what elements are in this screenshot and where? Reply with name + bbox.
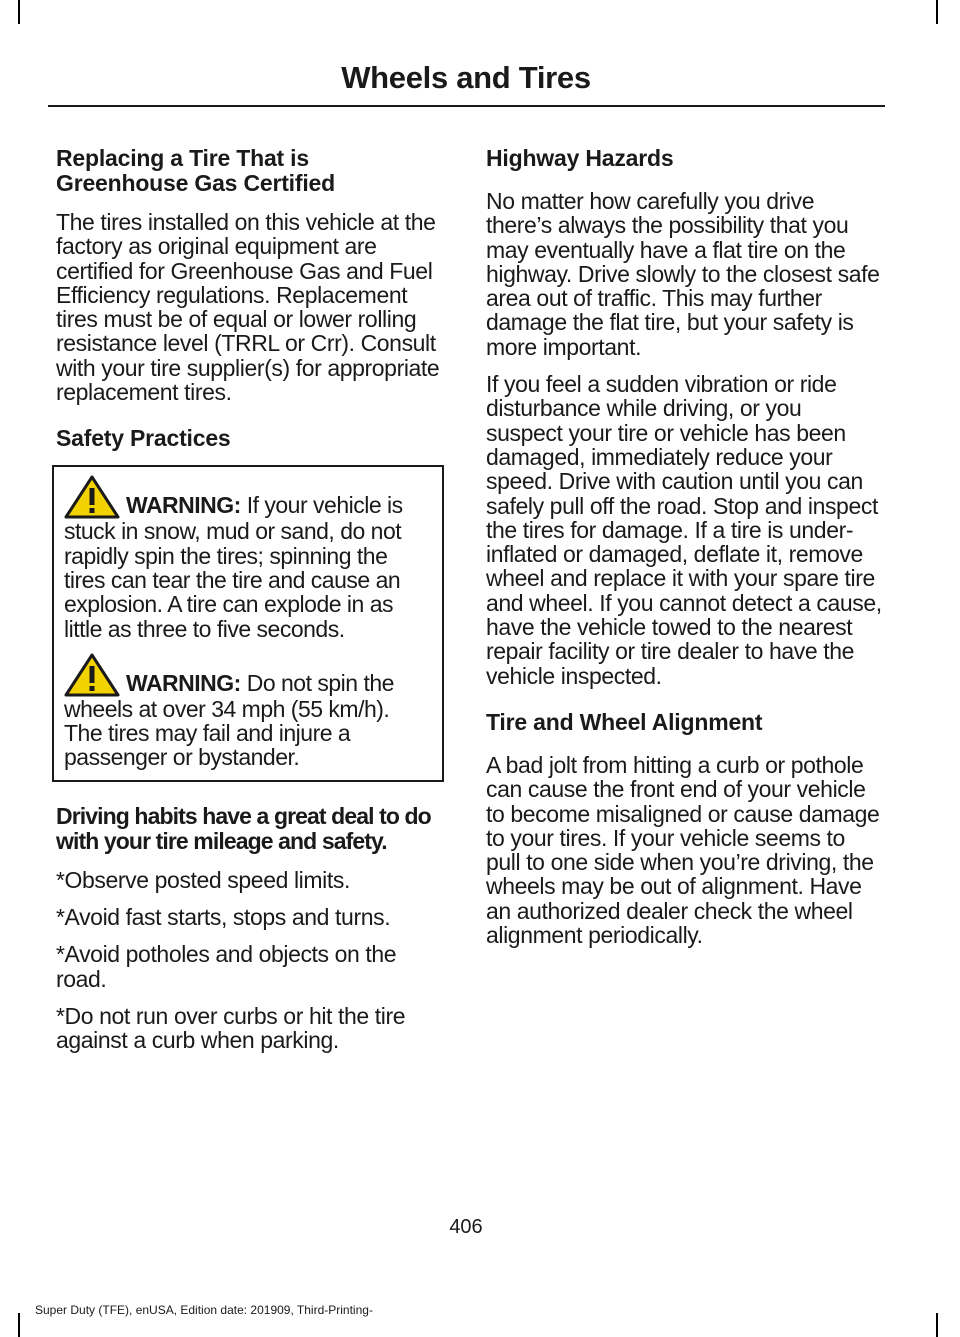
- section-title-driving-habits: Driving habits have a great deal to do with your tire mileage and safety.: [56, 802, 431, 854]
- list-item: *Do not run over curbs or hit the tire against a curb when parking.: [56, 1002, 406, 1054]
- warning-text: If your vehicle is stuck in snow, mud or sand, do not rapidly spin the tires; spinning the tires can tear the tire and cause an explosion. A tire can explode in as little as three to five seconds.: [64, 492, 403, 642]
- header-divider: [48, 105, 885, 107]
- warning-label: WARNING:: [126, 669, 241, 696]
- section-title-ghg-tire: Replacing a Tire That is Greenhouse Gas Certified: [56, 145, 335, 196]
- crop-mark-bottom-right: [936, 1313, 938, 1337]
- section-title-safety-practices: Safety Practices: [56, 425, 231, 452]
- section-body-ghg-tire: The tires installed on this vehicle at the factory as original equipment are certified for Greenhouse Gas and Fuel Efficiency regulations. Replacement tires must be of equal or lower rolling resistance level (TRRL or Crr). Consult with your tire supplier(s) for appropriate replacement tires.: [56, 209, 440, 406]
- crop-mark-top-right: [936, 0, 938, 24]
- section-body-highway-hazards-1: No matter how carefully you drive there’s always the possibility that you may eventually have a flat tire on the highway. Drive slowly to the closest safe area out of traffic. This may further damage the flat tire, but your safety is more important.: [486, 188, 880, 360]
- warning-label: WARNING:: [126, 492, 241, 519]
- left-column: [56, 146, 446, 1066]
- warning-triangle-icon: [64, 475, 120, 519]
- crop-mark-bottom-left: [18, 1313, 20, 1337]
- warning-spin-stuck: [64, 475, 432, 640]
- warning-text: Do not spin the wheels at over 34 mph (55 km/h). The tires may fail and injure a passenger or bystander.: [64, 669, 394, 771]
- page-number: 406: [449, 1216, 483, 1238]
- list-item: *Avoid fast starts, stops and turns.: [56, 904, 391, 931]
- footer-edition: Super Duty (TFE), enUSA, Edition date: 201909, Third-Printing-: [35, 1303, 373, 1317]
- crop-mark-top-left: [18, 0, 20, 24]
- page-title: Wheels and Tires: [341, 60, 591, 95]
- section-body-alignment: A bad jolt from hitting a curb or pothole can cause the front end of your vehicle to become misaligned or cause damage to your tires. If your vehicle seems to pull to one side when you’re driving, the wheels may be out of alignment. Have an authorized dealer check the wheel alignment periodically.: [486, 751, 880, 949]
- warning-triangle-icon: [64, 653, 120, 697]
- warning-box: [52, 465, 444, 781]
- list-item: *Avoid potholes and objects on the road.: [56, 941, 397, 992]
- section-body-highway-hazards-2: If you feel a sudden vibration or ride disturbance while driving, or you suspect your tire or vehicle has been damaged, immediately reduce your speed. Drive with caution until you can safely pull off the road. Stop and inspect the tires for damage. If a tire is under-inflated or damaged, deflate it, remove wheel and replace it with your spare tire and wheel. If you cannot detect a cause, have the vehicle towed to the nearest repair facility or tire dealer to have the vehicle inspected.: [486, 371, 882, 689]
- right-column: [486, 146, 882, 960]
- section-title-highway-hazards: Highway Hazards: [486, 145, 674, 171]
- warning-spin-speed: [64, 653, 432, 770]
- list-item: *Observe posted speed limits.: [56, 866, 350, 893]
- section-title-alignment: Tire and Wheel Alignment: [486, 708, 763, 735]
